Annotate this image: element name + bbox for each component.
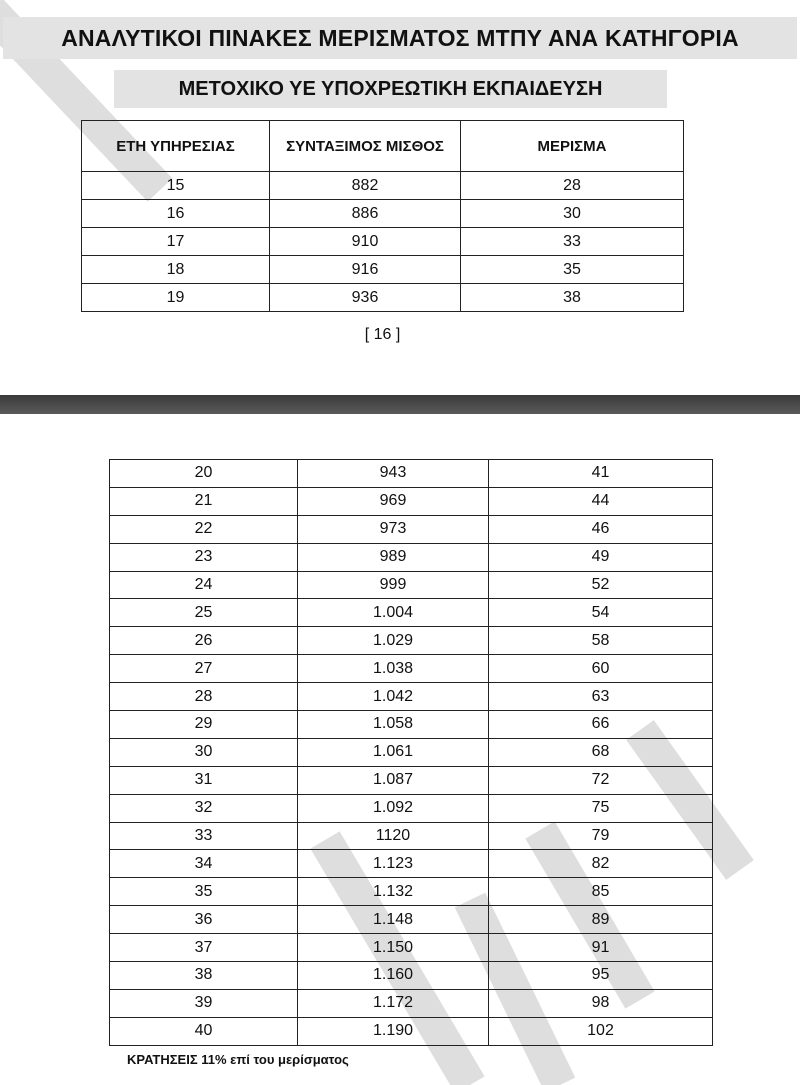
table-row: [110, 515, 713, 543]
cell-years: 29: [110, 711, 298, 739]
table-row: [110, 906, 713, 934]
cell-years: 22: [110, 515, 298, 543]
cell-salary: 1.042: [298, 683, 489, 711]
table-row: [110, 460, 713, 488]
cell-dividend: 72: [489, 766, 713, 794]
cell-salary: 1.172: [298, 989, 489, 1017]
cell-dividend: 95: [489, 962, 713, 990]
cell-dividend: 46: [489, 515, 713, 543]
cell-dividend: 49: [489, 543, 713, 571]
page-number: [ 16 ]: [364, 326, 401, 343]
table-row: [82, 228, 684, 256]
cell-salary: 910: [270, 228, 461, 256]
cell-dividend: 33: [461, 228, 684, 256]
table-row: [110, 766, 713, 794]
header-dividend: ΜΕΡΙΣΜΑ: [461, 121, 684, 172]
cell-years: 33: [110, 822, 298, 850]
table-row: [110, 487, 713, 515]
cell-years: 37: [110, 934, 298, 962]
header-years-of-service: ΕΤΗ ΥΠΗΡΕΣΙΑΣ: [82, 121, 270, 172]
cell-years: 26: [110, 627, 298, 655]
table-row: [110, 962, 713, 990]
cell-dividend: 75: [489, 794, 713, 822]
cell-dividend: 91: [489, 934, 713, 962]
cell-years: 25: [110, 599, 298, 627]
cell-years: 27: [110, 655, 298, 683]
cell-dividend: 60: [489, 655, 713, 683]
table-row: [110, 1017, 713, 1045]
table-row: [110, 934, 713, 962]
cell-dividend: 38: [461, 284, 684, 312]
cell-salary: 1.087: [298, 766, 489, 794]
cell-salary: 943: [298, 460, 489, 488]
cell-salary: 1.123: [298, 850, 489, 878]
table-row: [82, 256, 684, 284]
cell-years: 20: [110, 460, 298, 488]
cell-dividend: 41: [489, 460, 713, 488]
cell-dividend: 85: [489, 878, 713, 906]
page-top: [0, 0, 800, 395]
cell-years: 31: [110, 766, 298, 794]
cell-dividend: 79: [489, 822, 713, 850]
table-row: [110, 683, 713, 711]
page-divider: [0, 395, 800, 414]
cell-years: 16: [82, 200, 270, 228]
cell-dividend: 58: [489, 627, 713, 655]
cell-dividend: 35: [461, 256, 684, 284]
cell-salary: 1.058: [298, 711, 489, 739]
table-header-row: [82, 121, 684, 172]
table-row: [110, 878, 713, 906]
cell-dividend: 54: [489, 599, 713, 627]
page-bottom: [0, 414, 800, 1085]
cell-years: 39: [110, 989, 298, 1017]
cell-salary: 999: [298, 571, 489, 599]
cell-salary: 1.190: [298, 1017, 489, 1045]
cell-years: 36: [110, 906, 298, 934]
cell-dividend: 66: [489, 711, 713, 739]
cell-years: 32: [110, 794, 298, 822]
cell-dividend: 63: [489, 683, 713, 711]
cell-dividend: 30: [461, 200, 684, 228]
table-row: [110, 627, 713, 655]
cell-years: 21: [110, 487, 298, 515]
table-row: [82, 284, 684, 312]
dividend-table-page1: [81, 120, 684, 312]
cell-salary: 1.038: [298, 655, 489, 683]
cell-dividend: 89: [489, 906, 713, 934]
header-pensionable-salary: ΣΥΝΤΑΞΙΜΟΣ ΜΙΣΘΟΣ: [270, 121, 461, 172]
deductions-note: ΚΡΑΤΗΣΕΙΣ 11% επί του μερίσματος: [127, 1052, 349, 1067]
cell-years: 30: [110, 738, 298, 766]
table-row: [110, 543, 713, 571]
cell-salary: 973: [298, 515, 489, 543]
cell-dividend: 44: [489, 487, 713, 515]
table-row: [110, 850, 713, 878]
table-row: [110, 822, 713, 850]
cell-salary: 969: [298, 487, 489, 515]
table-row: [110, 989, 713, 1017]
cell-salary: 916: [270, 256, 461, 284]
cell-salary: 1120: [298, 822, 489, 850]
cell-salary: 1.160: [298, 962, 489, 990]
cell-salary: 936: [270, 284, 461, 312]
table-row: [110, 599, 713, 627]
cell-years: 40: [110, 1017, 298, 1045]
table-row: [110, 794, 713, 822]
cell-salary: 1.061: [298, 738, 489, 766]
cell-salary: 989: [298, 543, 489, 571]
cell-dividend: 102: [489, 1017, 713, 1045]
table-row: [110, 711, 713, 739]
cell-dividend: 98: [489, 989, 713, 1017]
cell-years: 23: [110, 543, 298, 571]
document-title: ΑΝΑΛΥΤΙΚΟΙ ΠΙΝΑΚΕΣ ΜΕΡΙΣΜΑΤΟΣ ΜΤΠΥ ΑΝΑ ΚΑΤΗΓΟΡΙΑ: [3, 17, 797, 59]
cell-years: 19: [82, 284, 270, 312]
table-row: [110, 738, 713, 766]
cell-salary: 1.148: [298, 906, 489, 934]
cell-salary: 886: [270, 200, 461, 228]
cell-years: 18: [82, 256, 270, 284]
cell-years: 17: [82, 228, 270, 256]
table-row: [82, 200, 684, 228]
cell-years: 15: [82, 172, 270, 200]
cell-years: 38: [110, 962, 298, 990]
cell-dividend: 68: [489, 738, 713, 766]
table-row: [110, 571, 713, 599]
cell-salary: 1.150: [298, 934, 489, 962]
cell-years: 24: [110, 571, 298, 599]
cell-dividend: 82: [489, 850, 713, 878]
cell-dividend: 52: [489, 571, 713, 599]
cell-salary: 1.092: [298, 794, 489, 822]
cell-years: 28: [110, 683, 298, 711]
cell-dividend: 28: [461, 172, 684, 200]
cell-years: 34: [110, 850, 298, 878]
cell-salary: 882: [270, 172, 461, 200]
document-subtitle: ΜΕΤΟΧΙΚΟ ΥΕ ΥΠΟΧΡΕΩΤΙΚΗ ΕΚΠΑΙΔΕΥΣΗ: [114, 70, 667, 108]
cell-salary: 1.029: [298, 627, 489, 655]
dividend-table-page2: [109, 459, 713, 1046]
cell-salary: 1.132: [298, 878, 489, 906]
cell-salary: 1.004: [298, 599, 489, 627]
table-row: [110, 655, 713, 683]
table-row: [82, 172, 684, 200]
cell-years: 35: [110, 878, 298, 906]
